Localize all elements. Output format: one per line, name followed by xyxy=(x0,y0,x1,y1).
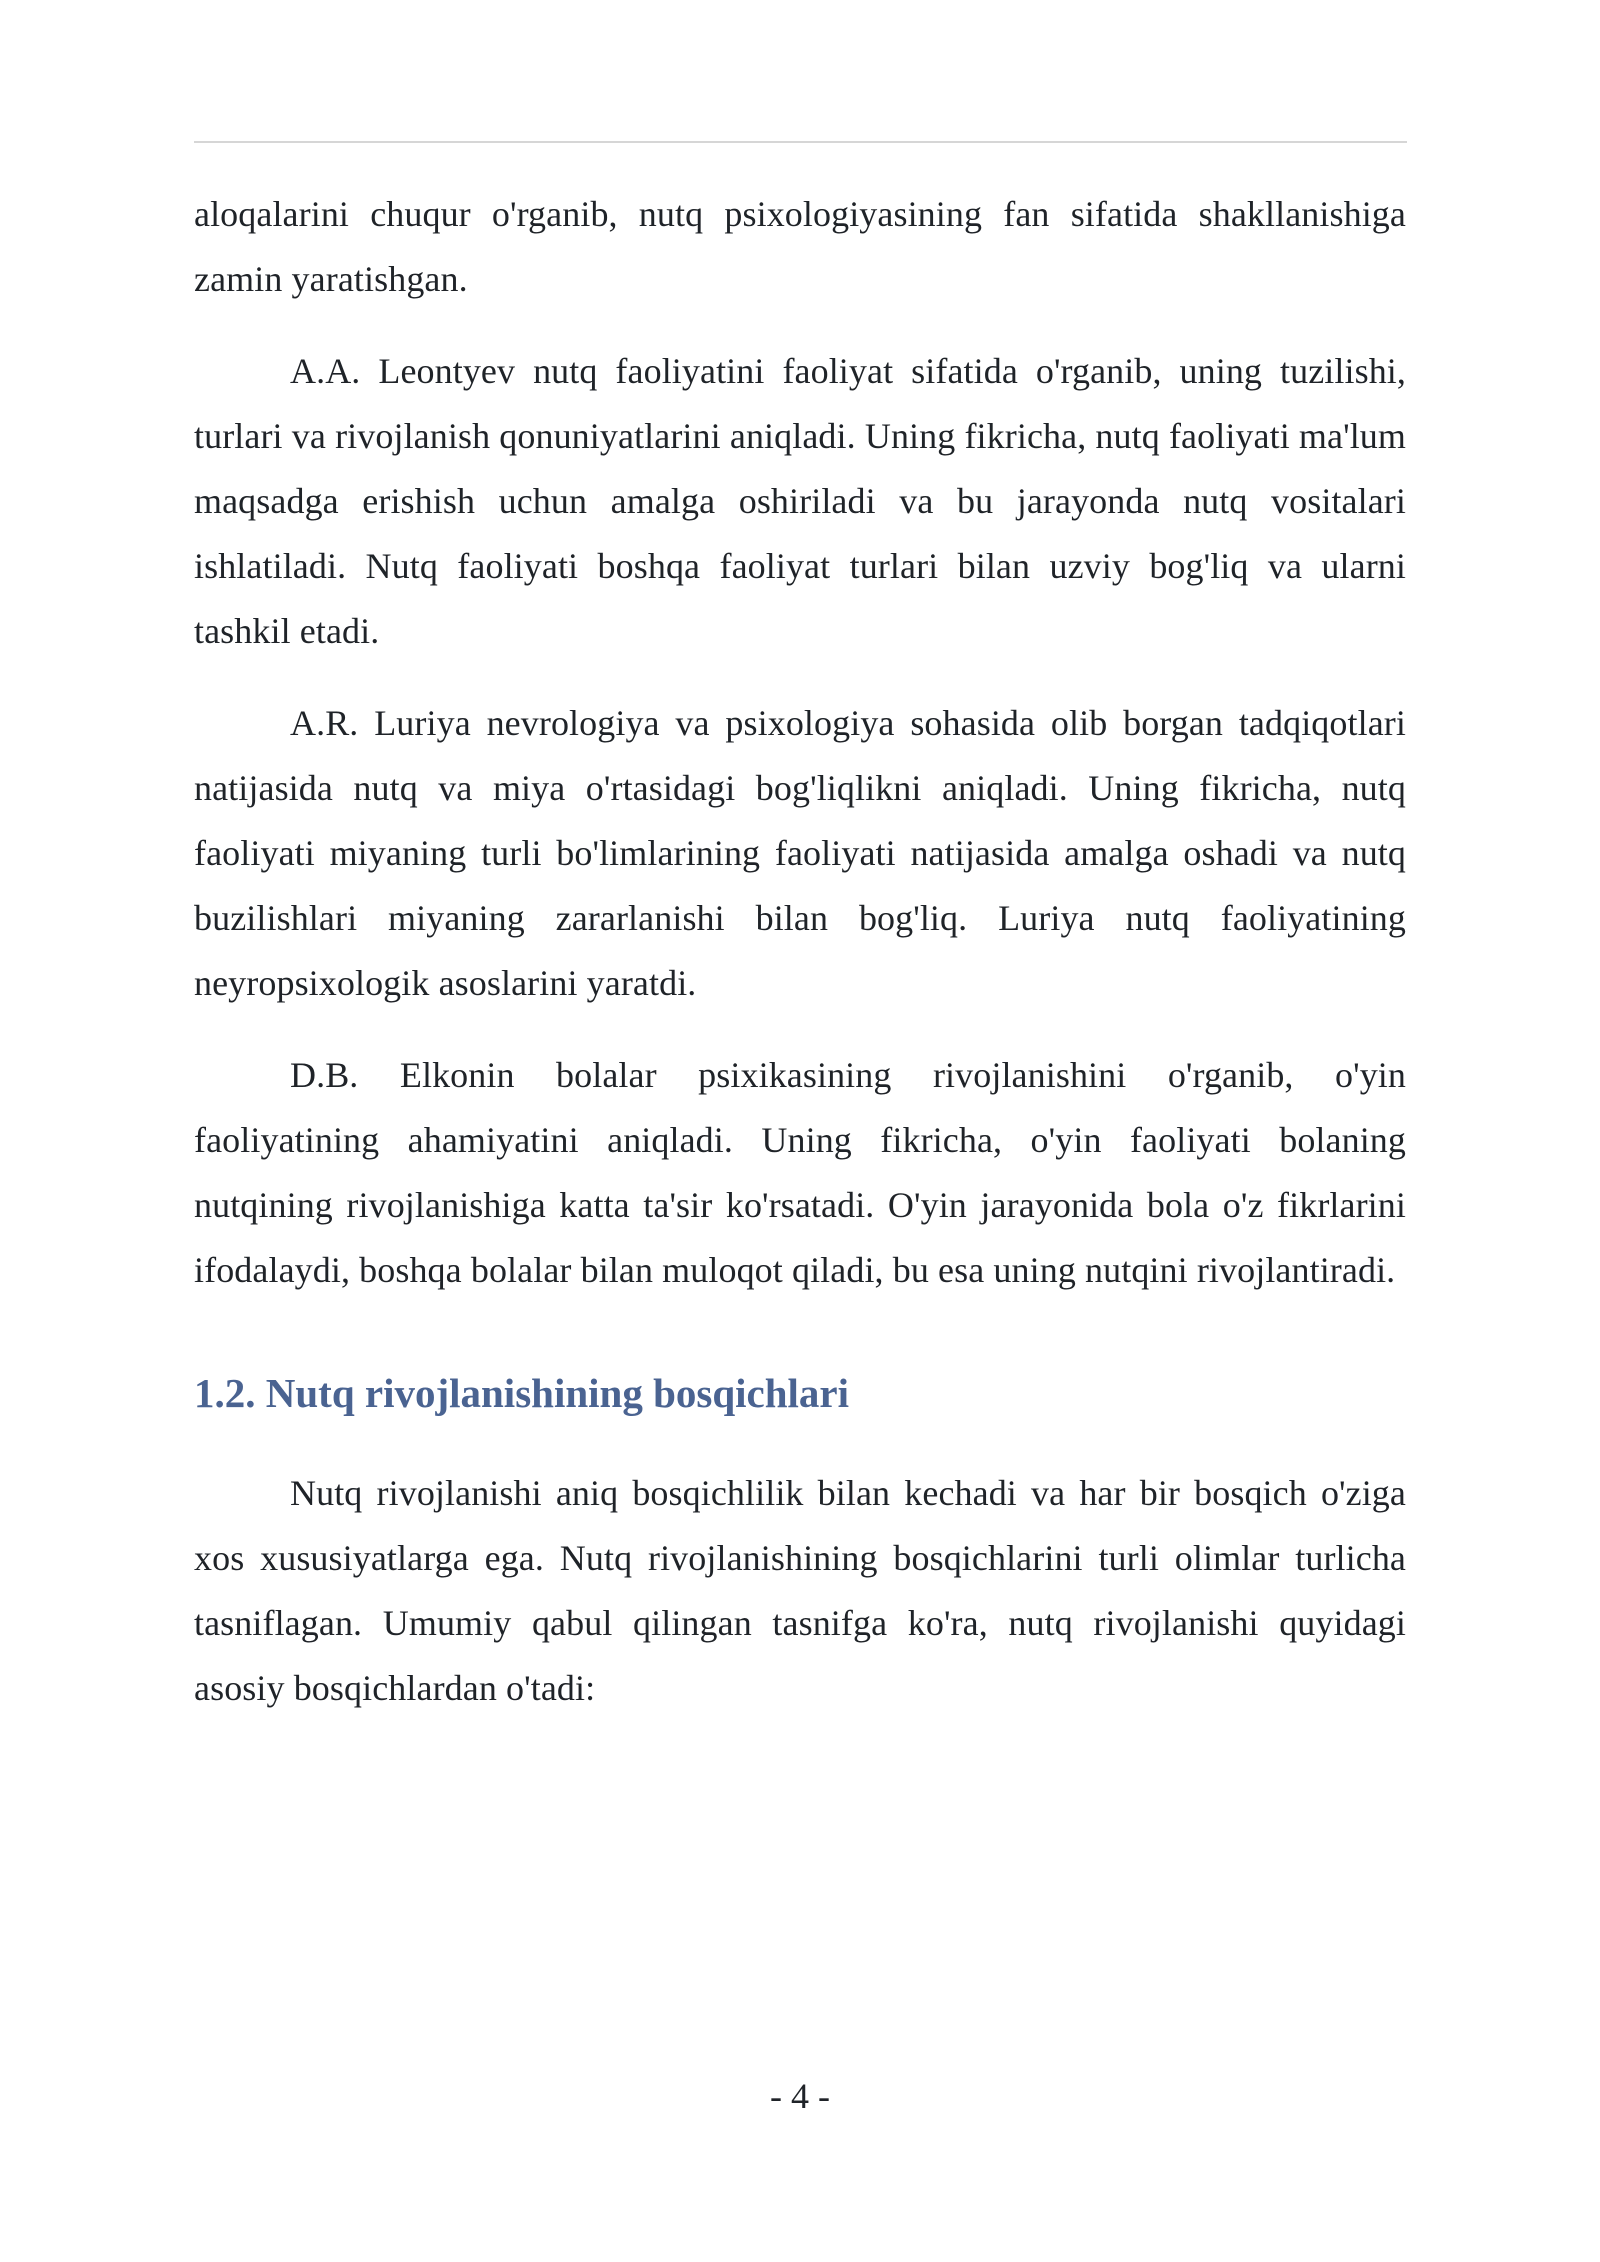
header-rule xyxy=(194,141,1407,143)
paragraph-luriya: A.R. Luriya nevrologiya va psixologiya sohasida olib borgan tadqiqotlari natijasida nutq va miya o'rtasidagi bog'liqlikni aniqladi. Uning fikricha, nutq faoliyati miyaning turli bo'limlarining faoliyati natijasida amalga oshadi va nutq buzilishlari miyaning zararlanishi bilan bog'liq. Luriya nutq faoliyatining neyropsixologik asoslarini yaratdi. xyxy=(194,703,1406,1003)
paragraph-continuation: aloqalarini chuqur o'rganib, nutq psixologiyasining fan sifatida shakllanishiga zamin yaratishgan. xyxy=(194,194,1406,299)
page-number: - 4 - xyxy=(770,2076,830,2116)
paragraph-elkonin: D.B. Elkonin bolalar psixikasining rivojlanishini o'rganib, o'yin faoliyatining ahamiyatini aniqladi. Uning fikricha, o'yin faoliyati bolaning nutqining rivojlanishiga katta ta'sir ko'rsatadi. O'yin jarayonida bola o'z fikrlarini ifodalaydi, boshqa bolalar bilan muloqot qiladi, bu esa uning nutqini rivojlantiradi. xyxy=(194,1055,1406,1290)
paragraph-section-intro: Nutq rivojlanishi aniq bosqichlilik bilan kechadi va har bir bosqich o'ziga xos xususiyatlarga ega. Nutq rivojlanishining bosqichlarini turli olimlar turlicha tasniflagan. Umumiy qabul qilingan tasnifga ko'ra, nutq rivojlanishi quyidagi asosiy bosqichlardan o'tadi: xyxy=(194,1473,1406,1708)
page-content xyxy=(194,182,1406,1721)
section-heading: 1.2. Nutq rivojlanishining bosqichlari xyxy=(194,1370,850,1416)
paragraph-leontyev: A.A. Leontyev nutq faoliyatini faoliyat sifatida o'rganib, uning tuzilishi, turlari va rivojlanish qonuniyatlarini aniqladi. Uning fikricha, nutq faoliyati ma'lum maqsadga erishish uchun amalga oshiriladi va bu jarayonda nutq vositalari ishlatiladi. Nutq faoliyati boshqa faoliyat turlari bilan uzviy bog'liq va ularni tashkil etadi. xyxy=(194,351,1406,651)
